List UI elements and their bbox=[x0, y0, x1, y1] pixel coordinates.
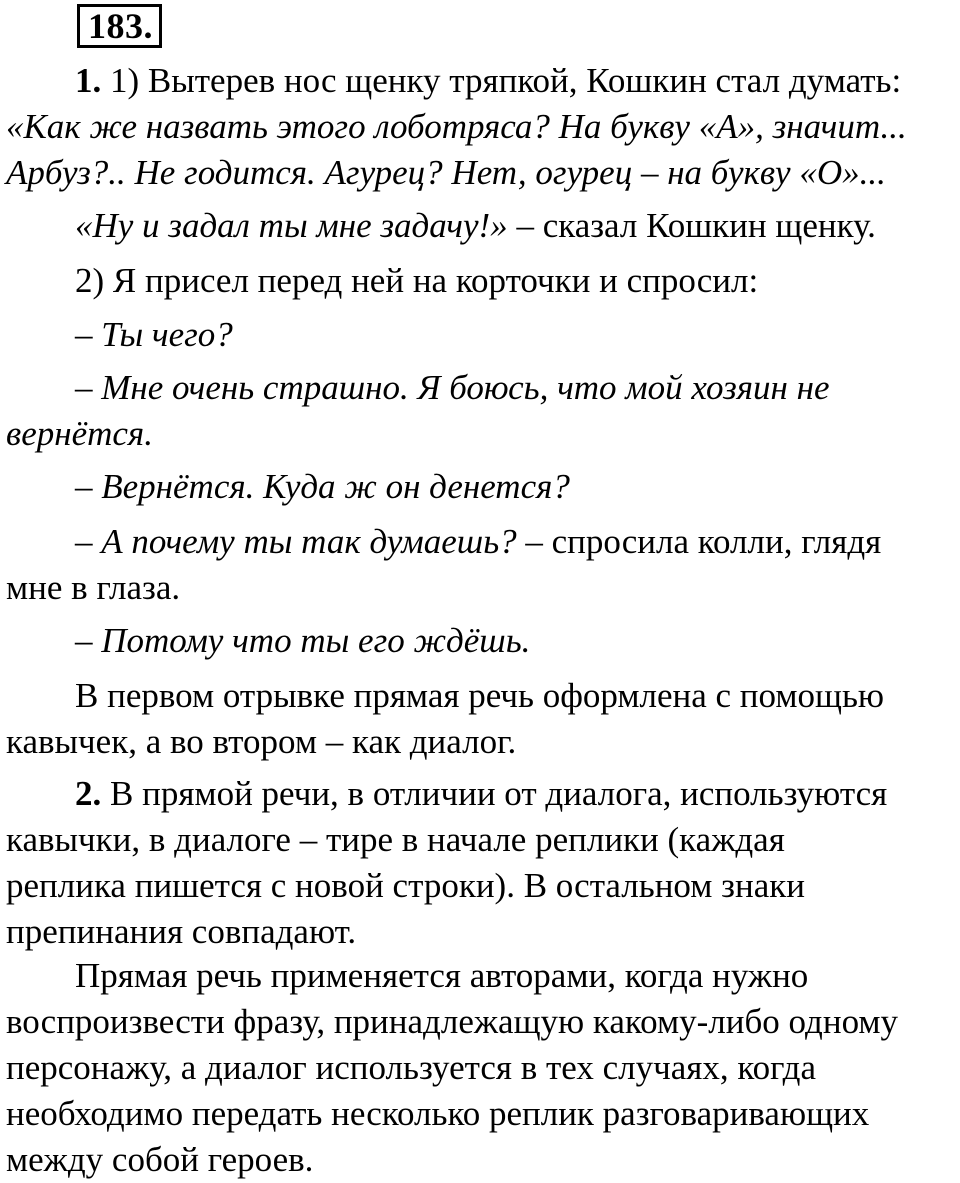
exercise-number-box bbox=[77, 4, 162, 48]
part1-line1 bbox=[6, 58, 946, 104]
part3-line4: необходимо передать несколько реплик разговаривающих bbox=[6, 1094, 870, 1133]
dialog-line-2a: – Мне очень страшно. Я боюсь, что мой хозяин не bbox=[75, 368, 830, 407]
dialog-line-5: – Потому что ты его ждёшь. bbox=[75, 621, 531, 660]
part1-quote: «Ну и задал ты мне задачу!» bbox=[75, 206, 508, 245]
dialog-line-2 bbox=[6, 365, 946, 457]
dialog-line-4-tail: – спросила колли, глядя bbox=[516, 522, 882, 561]
part1-quote-tail: – сказал Кошкин щенку. bbox=[507, 206, 876, 245]
dialog-line-2b: вернётся. bbox=[6, 414, 153, 453]
part1-line1-text: 1) Вытерев нос щенку тряпкой, Кошкин стал думать: bbox=[101, 61, 902, 100]
part2-line3: реплика пишется с новой строки). В остальном знаки bbox=[6, 866, 805, 905]
dialog-line-3: – Вернётся. Куда ж он денется? bbox=[75, 467, 570, 506]
part2-paragraph bbox=[6, 771, 946, 955]
part3-line5: между собой героев. bbox=[6, 1140, 314, 1179]
part1-item2-intro: 2) Я присел перед ней на корточки и спросил: bbox=[75, 261, 759, 300]
dialog-line-4b: мне в глаза. bbox=[6, 568, 181, 607]
part3-line3: персонажу, а диалог используется в тех случаях, когда bbox=[6, 1048, 817, 1087]
part1-line3: Арбуз?.. Не годится. Агурец? Нет, огурец – на букву «О»... bbox=[6, 153, 886, 192]
part1-quote-paragraph bbox=[6, 203, 960, 249]
part1-marker: 1. bbox=[75, 61, 102, 100]
part2-line4: препинания совпадают. bbox=[6, 912, 357, 951]
part3-line2: воспроизвести фразу, принадлежащую какому-либо одному bbox=[6, 1002, 899, 1041]
dialog-line-4 bbox=[6, 519, 946, 611]
dialog-line-1: – Ты чего? bbox=[75, 315, 233, 354]
part2-marker: 2. bbox=[75, 774, 102, 813]
part1-line2: «Как же назвать этого лоботряса? На букву «А», значит... bbox=[6, 107, 907, 146]
part1-conclusion-line2: кавычек, а во втором – как диалог. bbox=[6, 722, 517, 761]
dialog-line-4-italic: – А почему ты так думаешь? bbox=[75, 522, 517, 561]
exercise-number: 183. bbox=[88, 6, 153, 46]
part3-line1: Прямая речь применяется авторами, когда нужно bbox=[75, 956, 809, 995]
part3-paragraph bbox=[6, 953, 946, 1183]
part1-conclusion-line1: В первом отрывке прямая речь оформлена с помощью bbox=[75, 676, 885, 715]
part2-line1-text: В прямой речи, в отличии от диалога, используются bbox=[101, 774, 888, 813]
part1-item1-paragraph bbox=[6, 58, 946, 196]
part2-line2: кавычки, в диалоге – тире в начале реплики (каждая bbox=[6, 820, 785, 859]
part1-conclusion bbox=[6, 673, 946, 765]
